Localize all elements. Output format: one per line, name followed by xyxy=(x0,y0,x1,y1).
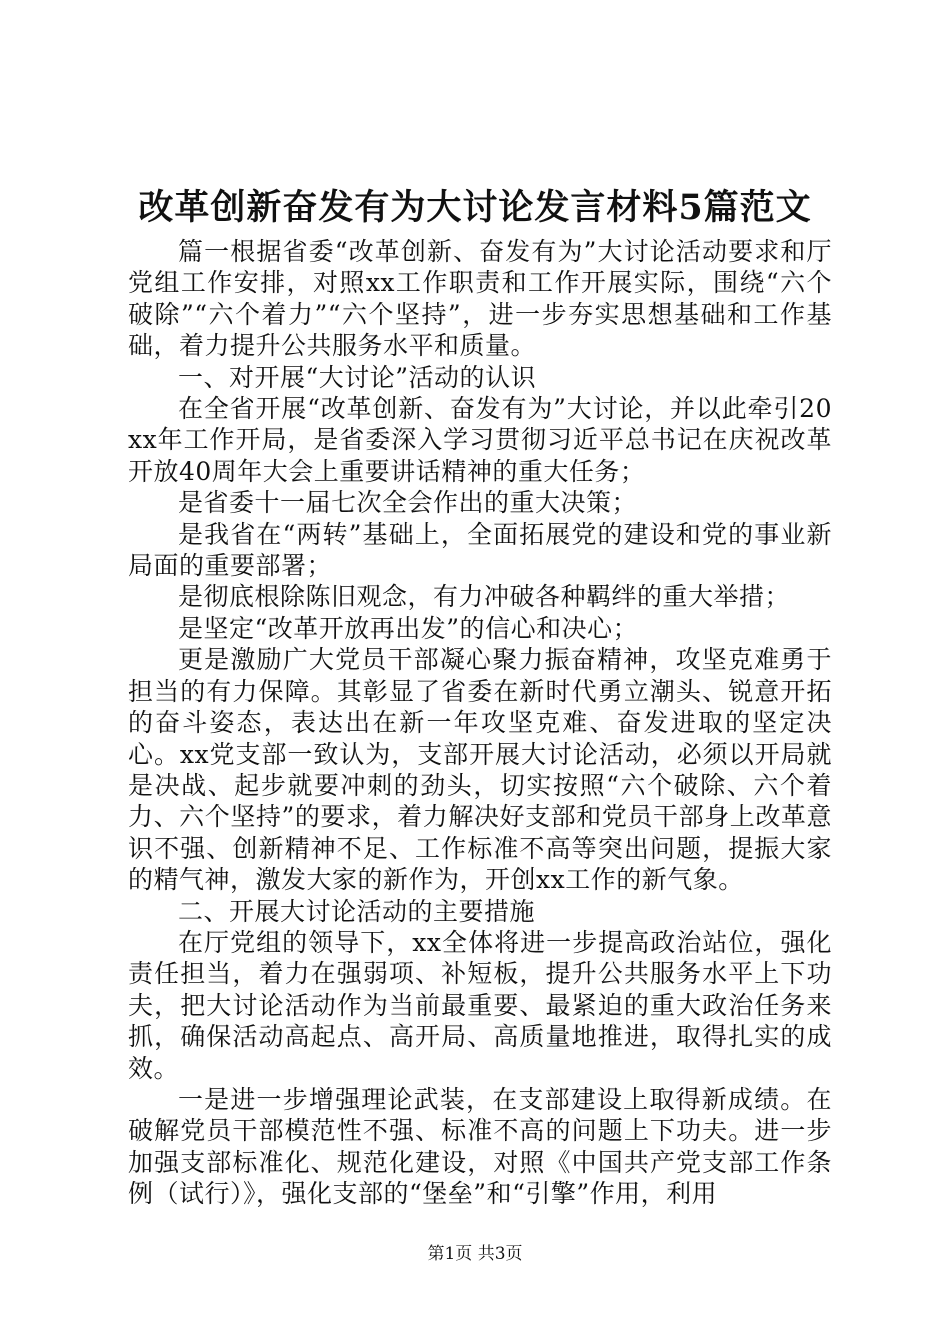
paragraph: 是坚定“改革开放再出发”的信心和决心； xyxy=(178,613,639,643)
document-body xyxy=(128,236,832,1210)
page-number: 第1页 共3页 xyxy=(427,1244,523,1264)
paragraph: 在厅党组的领导下，xx全体将进一步提高政治站位，强化责任担当，着力在强弱项、补短板，提升公共服务水平上下功夫，把大讨论活动作为当前最重要、最紧迫的重大政治任务来抓，确保活动高起点、高开局、高质量地推进，取得扎实的成效。 xyxy=(128,927,832,1083)
paragraph: 在全省开展“改革创新、奋发有为”大讨论，并以此牵引20xx年工作开局，是省委深入学习贯彻习近平总书记在庆祝改革开放40周年大会上重要讲话精神的重大任务； xyxy=(128,394,832,486)
paragraph: 一是进一步增强理论武装，在支部建设上取得新成绩。在破解党员干部模范性不强、标准不高的问题上下功夫。进一步加强支部标准化、规范化建设，对照《中国共产党支部工作条例（试行）》，强化支部的“堡垒”和“引擎”作用，利用 xyxy=(128,1084,832,1209)
document-title: 改革创新奋发有为大讨论发言材料5篇范文 xyxy=(138,187,812,228)
paragraph: 是我省在“两转”基础上，全面拓展党的建设和党的事业新局面的重要部署； xyxy=(128,519,832,581)
section-heading-2: 二、开展大讨论活动的主要措施 xyxy=(178,896,536,926)
paragraph: 是彻底根除陈旧观念，有力冲破各种羁绊的重大举措； xyxy=(178,582,791,612)
paragraph: 是省委十一届七次全会作出的重大决策； xyxy=(178,488,638,518)
paragraph: 更是激励广大党员干部凝心聚力振奋精神，攻坚克难勇于担当的有力保障。其彰显了省委在新时代勇立潮头、锐意开拓的奋斗姿态，表达出在新一年攻坚克难、奋发进取的坚定决心。xx党支部一致认为，支部开展大讨论活动，必须以开局就是决战、起步就要冲刺的劲头，切实按照“六个破除、六个着力、六个坚持”的要求，着力解决好支部和党员干部身上改革意识不强、创新精神不足、工作标准不高等突出问题，提振大家的精气神，激发大家的新作为，开创xx工作的新气象。 xyxy=(128,645,832,895)
paragraph-intro: 篇一根据省委“改革创新、奋发有为”大讨论活动要求和厅党组工作安排，对照xx工作职责和工作开展实际，围绕“六个破除”“六个着力”“六个坚持”，进一步夯实思想基础和工作基础，着力提升公共服务水平和质量。 xyxy=(128,237,832,361)
section-heading-1: 一、对开展“大讨论”活动的认识 xyxy=(178,362,537,392)
